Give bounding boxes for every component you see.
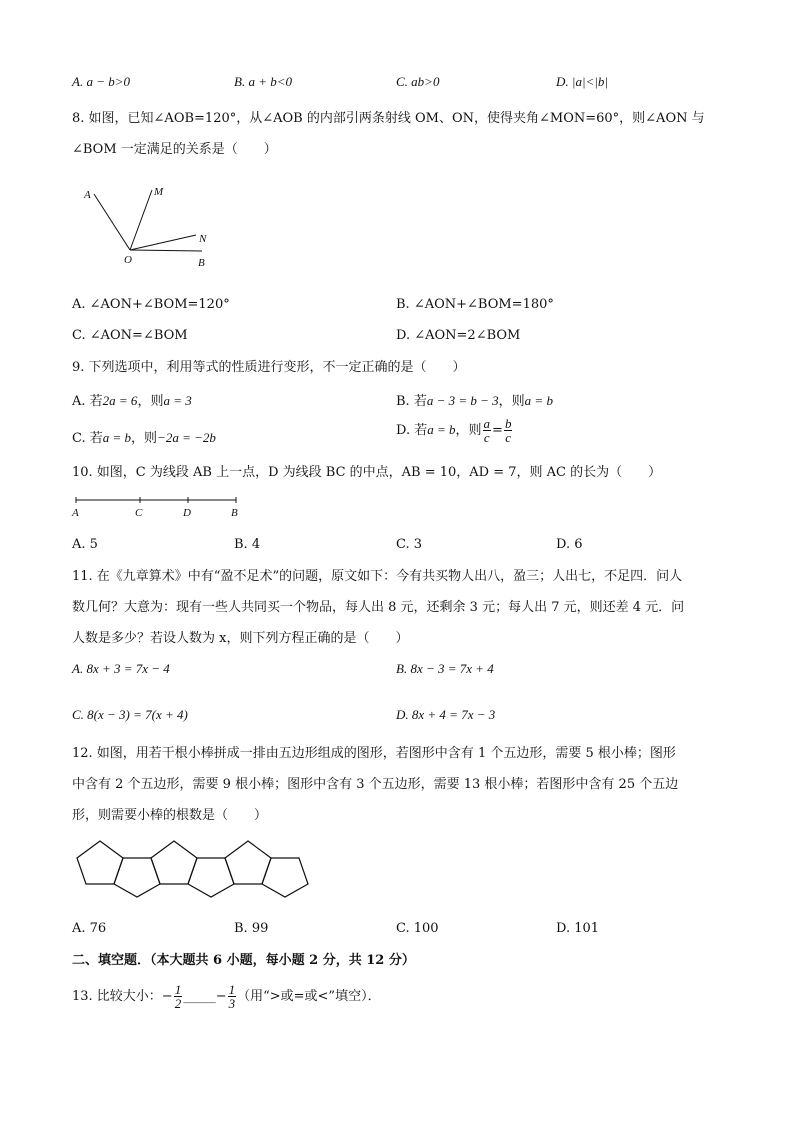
q9-option-b [396,390,553,409]
label-a: A [84,189,91,201]
q12-option-a: A. 76 [72,921,107,936]
q8-option-d: D. ∠AON=2∠BOM [396,328,521,343]
seg-label-c: C [135,507,143,519]
q11-option-c: C. 8(x − 3) = 7(x + 4) [72,707,188,722]
q9-stem: 9. 下列选项中，利用等式的性质进行变形，不一定正确的是（ ） [72,360,466,375]
q9-d-frac1-denominator: c [483,430,490,445]
q13-fraction-one-half [174,983,183,1010]
q11-option-d: D. 8x + 4 = 7x − 3 [396,707,496,722]
q10-segment-figure [70,494,250,520]
q13-minus: − [215,989,227,1004]
q9-c-math: a = b [102,430,132,445]
label-b: B [198,257,205,269]
q9-d-fraction-b-over-c [504,417,513,444]
q13-frac1-numerator: 1 [174,982,182,997]
ray-ob [130,250,202,251]
q10-option-d: D. 6 [556,537,583,552]
pentagon-6 [262,858,308,897]
q13-suffix: （用“>或=或<”填空）． [237,989,381,1004]
q9-d-equals: = [492,423,503,438]
q13-stem [72,983,381,1010]
seg-label-d: D [183,507,191,519]
q9-d-prefix: D. 若 [396,423,428,438]
q11-option-a: A. 8x + 3 = 7x − 4 [72,661,170,676]
q9-d-mid: ，则 [455,423,482,438]
q9-d-frac1-numerator: a [483,416,491,431]
q9-option-d [396,417,513,444]
q8-stem-line1: 8. 如图，已知∠AOB=120°，从∠AOB 的内部引两条射线 OM、ON，使得夹角∠MON=60°，则∠AON 与 [72,111,705,126]
ray-oa [94,194,130,250]
q12-option-c: C. 100 [396,921,439,936]
q9-b-math: a − 3 = b − 3 [426,393,499,408]
seg-label-b: B [231,507,238,519]
q8-option-a: A. ∠AON+∠BOM=120° [72,297,230,312]
q10-option-a: A. 5 [72,537,98,552]
q7-option-d: D. |a|<|b| [556,74,608,89]
q12-stem-line2: 中含有 2 个五边形，需要 9 根小棒；图形中含有 3 个五边形，需要 13 根小棒；若图形中含有 25 个五边 [72,777,679,792]
q9-a-prefix: A. 若 [72,394,103,409]
label-n: N [199,233,207,245]
q8-stem-line2: ∠BOM 一定满足的关系是（ ） [72,142,277,157]
q12-option-b: B. 99 [234,921,269,936]
seg-label-a: A [72,507,79,519]
q9-option-a [72,390,192,409]
q8-angle-figure [78,180,218,272]
q9-c-mid: ，则 [131,431,158,446]
q12-option-d: D. 101 [556,921,600,936]
q13-frac2-numerator: 1 [228,982,236,997]
q9-a-math: 2a = 6 [102,393,138,408]
q12-stem-line1: 12. 如图，用若干根小棒拼成一排由五边形组成的图形，若图形中含有 1 个五边形，需要 5 根小棒；图形 [72,746,676,761]
label-m: M [154,186,164,198]
q9-c-math2: −2a = −2b [157,430,216,445]
q9-d-fraction-a-over-c [483,417,492,444]
q9-b-mid: ，则 [498,394,525,409]
q7-option-c: C. ab>0 [396,74,440,89]
q10-option-c: C. 3 [396,537,423,552]
q7-option-a: A. a − b>0 [72,74,130,89]
q7-option-b: B. a + b<0 [234,74,292,89]
q11-stem-line3: 人数是多少？若设人数为 x，则下列方程正确的是（ ） [72,631,409,646]
q11-stem-line1: 11. 在《九章算术》中有“盈不足术”的问题，原文如下：今有共买物人出八，盈三；人出七，不足四．问人 [72,569,683,584]
q9-d-frac2-denominator: c [505,430,512,445]
q9-d-math: a = b [427,422,456,437]
q11-stem-line2: 数几何？大意为：现有一些人共同买一个物品，每人出 8 元，还剩余 3 元；每人出 7 元，则还差 4 元．问 [72,600,685,615]
q12-pentagon-figure [72,838,318,900]
q10-stem: 10. 如图，C 为线段 AB 上一点，D 为线段 BC 的中点，AB = 10，AD = 7，则 AC 的长为（ ） [72,465,662,480]
ray-on [130,235,196,250]
q8-option-c: C. ∠AON=∠BOM [72,328,188,343]
q10-option-b: B. 4 [234,537,261,552]
q9-a-math2: a = 3 [163,393,192,408]
q9-c-prefix: C. 若 [72,431,103,446]
q9-b-math2: a = b [524,393,553,408]
q13-prefix: 13. 比较大小：− [72,989,173,1004]
q11-option-b: B. 8x − 3 = 7x + 4 [396,661,494,676]
q9-a-mid: ，则 [137,394,164,409]
q8-option-b: B. ∠AON+∠BOM=180° [396,297,554,312]
q9-b-prefix: B. 若 [396,394,427,409]
label-o: O [124,254,132,266]
section-2-title: 二、填空题．（本大题共 6 小题，每小题 2 分，共 12 分） [72,953,415,968]
q9-d-frac2-numerator: b [504,416,512,431]
q13-frac2-denominator: 3 [228,996,236,1011]
q13-frac1-denominator: 2 [174,996,182,1011]
q9-option-c [72,427,216,446]
ray-om [130,190,152,250]
q12-stem-line3: 形，则需要小棒的根数是（ ） [72,808,268,823]
q13-fraction-one-third [228,983,237,1010]
q13-answer-blank[interactable]: _____ [183,989,216,1004]
